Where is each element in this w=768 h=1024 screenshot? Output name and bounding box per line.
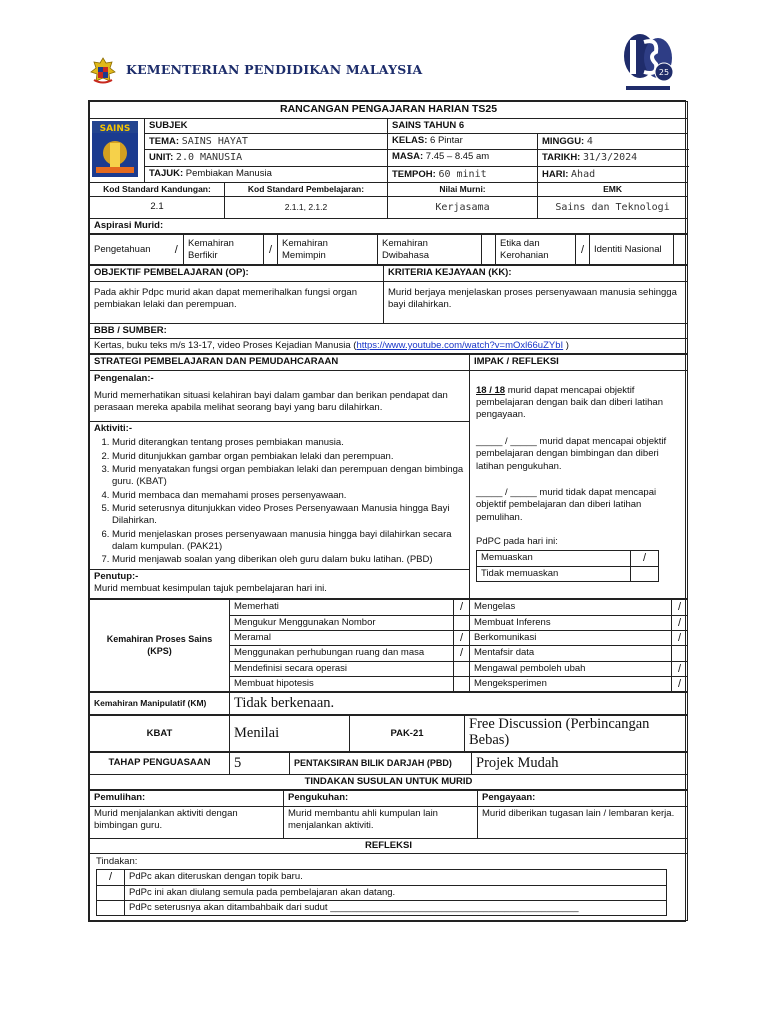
pengukuhan-text: Murid membantu ahli kumpulan lain menjalankan aktiviti. xyxy=(284,806,478,838)
aktiviti-item: 3. Murid menyatakan fungsi organ pembiakan lelaki dan perempuan dengan bimbinga guru. (KBAT) xyxy=(112,464,465,489)
book-cover-title: SAINS xyxy=(99,123,131,134)
pemulihan-text: Murid menjalankan aktiviti dengan bimbingan guru. xyxy=(90,806,284,838)
pdpc-option-tidak-memuaskan: Tidak memuaskan xyxy=(477,566,631,581)
impak-blank-2: _____ / _____ xyxy=(476,435,537,447)
page-header xyxy=(88,52,688,92)
pak21-value: Free Discussion (Perbincangan Bebas) xyxy=(465,716,688,752)
kps-left-mark: / xyxy=(454,646,470,661)
minggu-label: MINGGU: xyxy=(542,135,585,147)
pdpc-mark-memuaskan: / xyxy=(631,551,659,566)
pbd-label: PENTAKSIRAN BILIK DARJAH (PBD) xyxy=(290,753,472,775)
aktiviti-item: 4. Murid membaca dan memahami proses persenyawaan. xyxy=(112,490,465,502)
aspirasi-item-etika: Etika dan Kerohanian xyxy=(496,235,576,265)
aktiviti-item: 1. Murid diterangkan tentang proses pembiakan manusia. xyxy=(112,437,465,449)
aktiviti-item: 2. Murid ditunjukkan gambar organ pembiakan lelaki dan perempuan. xyxy=(112,451,465,463)
aspirasi-item-kemahiran-berfikir: Kemahiran Berfikir xyxy=(184,235,264,265)
subjek-label: SUBJEK xyxy=(145,118,388,133)
kk-text: Murid berjaya menjelaskan proses persenyawaan manusia sehingga bayi dilahirkan. xyxy=(384,281,688,323)
kps-right-item: Mengawal pemboleh ubah xyxy=(470,661,672,676)
aktiviti-label: Aktiviti:- xyxy=(94,422,132,434)
impak-text-1: murid dapat mencapai objektif pembelajaran dengan baik dan diberi latihan pengayaan. xyxy=(476,384,663,421)
refleksi-content xyxy=(90,854,688,921)
kelas-label: KELAS: xyxy=(392,134,428,146)
aspirasi-item-kemahiran-memimpin: Kemahiran Memimpin xyxy=(278,235,378,265)
penutup-text: Murid membuat kesimpulan tajuk pembelajaran hari ini. xyxy=(94,582,327,594)
nilai-murni-label: Nilai Murni: xyxy=(388,183,538,197)
aspirasi-mark-pengetahuan: / xyxy=(170,235,184,265)
aspirasi-item-kemahiran-dwibahasa: Kemahiran Dwibahasa xyxy=(378,235,482,265)
tindakan-label: Tindakan: xyxy=(96,856,138,868)
tarikh-label: TARIKH: xyxy=(542,152,581,164)
unit-value: 2.0 MANUSIA xyxy=(175,152,243,164)
kps-left-mark xyxy=(454,615,470,630)
emk-label: EMK xyxy=(538,183,688,197)
op-label: OBJEKTIF PEMBELAJARAN (OP): xyxy=(90,266,384,281)
kps-table xyxy=(89,599,688,692)
kps-right-item: Membuat Inferens xyxy=(470,615,672,630)
bbb-text-start: Kertas, buku teks m/s 13-17, video Proses Kejadian Manusia ( xyxy=(94,340,357,352)
tahap-value: 5 xyxy=(230,753,290,775)
kod-standard-kandungan-value: 2.1 xyxy=(90,197,225,219)
tahap-label: TAHAP PENGUASAAN xyxy=(90,753,230,775)
lesson-plan xyxy=(88,100,686,922)
book-cover xyxy=(90,118,145,182)
doc-title: RANCANGAN PENGAJARAN HARIAN TS25 xyxy=(90,102,688,119)
unit-label: UNIT: xyxy=(149,152,174,164)
strategi-content xyxy=(90,370,470,599)
pemulihan-label: Pemulihan: xyxy=(90,791,284,806)
bbb-text-end: ) xyxy=(563,340,569,352)
aspirasi-mark-kemahiran-dwibahasa xyxy=(482,235,496,265)
masa-value: 7.45 – 8.45 am xyxy=(425,151,490,163)
aktiviti-list xyxy=(94,437,465,566)
ts25-logo-number: 25 xyxy=(658,68,670,77)
tindakan-option: PdPc ini akan diulang semula pada pembelajaran akan datang. xyxy=(125,885,667,900)
science-book-cover-icon xyxy=(92,121,138,177)
kps-right-item: Mengelas xyxy=(470,600,672,615)
hari-value: Ahad xyxy=(571,168,596,180)
kps-left-mark: / xyxy=(454,630,470,645)
tempoh-value: 60 minit xyxy=(438,168,487,180)
refleksi-label: REFLEKSI xyxy=(90,838,688,853)
pbd-value: Projek Mudah xyxy=(472,753,688,775)
tindakan-table xyxy=(96,869,667,916)
impak-label: IMPAK / REFLEKSI xyxy=(470,355,688,370)
emk-value: Sains dan Teknologi xyxy=(538,197,688,219)
kps-left-item: Meramal xyxy=(230,630,454,645)
pdpc-option-memuaskan: Memuaskan xyxy=(477,551,631,566)
kbat-value: Menilai xyxy=(230,716,350,752)
tajuk-value: Pembiakan Manusia xyxy=(185,167,272,179)
pengayaan-text: Murid diberikan tugasan lain / lembaran kerja. xyxy=(478,806,688,838)
pdpc-label: PdPC pada hari ini: xyxy=(476,535,558,547)
tindakan-mark xyxy=(97,901,125,916)
kps-left-item: Menggunakan perhubungan ruang dan masa xyxy=(230,646,454,661)
kps-label: Kemahiran Proses Sains (KPS) xyxy=(90,600,230,692)
kod-standard-pembelajaran-label: Kod Standard Pembelajaran: xyxy=(225,183,388,197)
pengukuhan-label: Pengukuhan: xyxy=(284,791,478,806)
kps-right-mark: / xyxy=(672,661,688,676)
ts25-logo xyxy=(618,28,678,98)
aspirasi-table xyxy=(89,234,688,265)
kelas-value: 6 Pintar xyxy=(430,134,463,146)
aktiviti-item: 6. Murid menjelaskan proses persenyawaan manusia hingga bayi dilahirkan secara dalam kumpulan. (PAK21) xyxy=(112,529,465,554)
pdpc-mark-tidak-memuaskan xyxy=(631,566,659,581)
bbb-label: BBB / SUMBER: xyxy=(90,323,688,338)
video-link[interactable]: https://www.youtube.com/watch?v=mOxl66uZYbI xyxy=(356,340,564,352)
aspirasi-mark-kemahiran-berfikir: / xyxy=(264,235,278,265)
kps-right-mark: / xyxy=(672,630,688,645)
kps-left-mark xyxy=(454,661,470,676)
pak21-label: PAK-21 xyxy=(350,716,465,752)
pengayaan-label: Pengayaan: xyxy=(478,791,688,806)
aspirasi-mark-identiti-nasional xyxy=(674,235,688,265)
minggu-value: 4 xyxy=(586,135,593,147)
impak-count: 18 / 18 xyxy=(476,384,506,396)
tindakan-mark: / xyxy=(97,870,125,885)
pengenalan-text: Murid memerhatikan situasi kelahiran bayi dalam gambar dan berikan pendapat dan perasaan mereka apabila melihat seorang bayi yang baru dilahirkan. xyxy=(94,390,448,414)
kps-left-item: Mendefinisi secara operasi xyxy=(230,661,454,676)
susulan-label: TINDAKAN SUSULAN UNTUK MURID xyxy=(90,775,688,790)
kps-left-item: Memerhati xyxy=(230,600,454,615)
strategi-label: STRATEGI PEMBELAJARAN DAN PEMUDAHCARAAN xyxy=(90,355,470,370)
tema-value: SAINS HAYAT xyxy=(181,135,248,147)
kps-left-mark xyxy=(454,677,470,692)
hari-label: HARI: xyxy=(542,168,569,180)
kod-standard-kandungan-label: Kod Standard Kandungan: xyxy=(90,183,225,197)
aspirasi-mark-etika: / xyxy=(576,235,590,265)
kps-right-item: Berkomunikasi xyxy=(470,630,672,645)
kps-right-item: Mentafsir data xyxy=(470,646,672,661)
kps-left-mark: / xyxy=(454,600,470,615)
malaysia-crest-icon xyxy=(88,56,118,86)
masa-label: MASA: xyxy=(392,151,424,163)
subject-value: SAINS TAHUN 6 xyxy=(388,118,688,133)
km-value: Tidak berkenaan. xyxy=(230,693,688,715)
impak-text-3: murid tidak dapat mencapai objektif pembelajaran dan diberi latihan pemulihan. xyxy=(476,486,657,523)
op-text: Pada akhir Pdpc murid akan dapat memerihalkan fungsi organ pembiakan lelaki dan perempuan. xyxy=(90,281,384,323)
kps-left-item: Mengukur Menggunakan Nombor xyxy=(230,615,454,630)
tindakan-option: PdPc akan diteruskan dengan topik baru. xyxy=(125,870,667,885)
penutup-label: Penutup:- xyxy=(94,570,139,582)
kk-label: KRITERIA KEJAYAAN (KK): xyxy=(384,266,688,281)
kps-right-mark: / xyxy=(672,600,688,615)
kps-left-item: Membuat hipotesis xyxy=(230,677,454,692)
tindakan-option: PdPc seterusnya akan ditambahbaik dari sudut _______________________________________________ xyxy=(125,901,667,916)
nilai-murni-value: Kerjasama xyxy=(388,197,538,219)
aspirasi-label: Aspirasi Murid: xyxy=(90,219,688,234)
aktiviti-item: 7. Murid menjawab soalan yang diberikan oleh guru dalam buku latihan. (PBD) xyxy=(112,554,465,566)
impak-content xyxy=(470,370,688,599)
aspirasi-item-identiti-nasional: Identiti Nasional xyxy=(590,235,674,265)
aspirasi-item-pengetahuan: Pengetahuan xyxy=(90,235,170,265)
km-label: Kemahiran Manipulatif (KM) xyxy=(90,693,230,715)
tarikh-value: 31/3/2024 xyxy=(582,152,638,164)
pdpc-table xyxy=(476,550,659,582)
kps-right-mark xyxy=(672,646,688,661)
kps-right-mark: / xyxy=(672,677,688,692)
tajuk-label: TAJUK: xyxy=(149,167,184,179)
impak-text-2: murid dapat mencapai objektif pembelajaran dengan bimbingan dan diberi latihan pengukuhan. xyxy=(476,435,667,472)
tindakan-mark xyxy=(97,885,125,900)
ministry-name: KEMENTERIAN PENDIDIKAN MALAYSIA xyxy=(126,62,423,77)
tema-label: TEMA: xyxy=(149,135,180,147)
kod-standard-pembelajaran-value: 2.1.1, 2.1.2 xyxy=(225,197,388,219)
aktiviti-item: 5. Murid seterusnya ditunjukkan video Proses Persenyawaan Manusia hingga Bayi Dilahirkan. xyxy=(112,503,465,528)
kps-right-mark: / xyxy=(672,615,688,630)
tempoh-label: TEMPOH: xyxy=(392,168,436,180)
impak-blank-3: _____ / _____ xyxy=(476,486,537,498)
kbat-label: KBAT xyxy=(90,716,230,752)
pengenalan-label: Pengenalan:- xyxy=(94,372,154,384)
bbb-text xyxy=(90,339,688,354)
kps-right-item: Mengeksperimen xyxy=(470,677,672,692)
